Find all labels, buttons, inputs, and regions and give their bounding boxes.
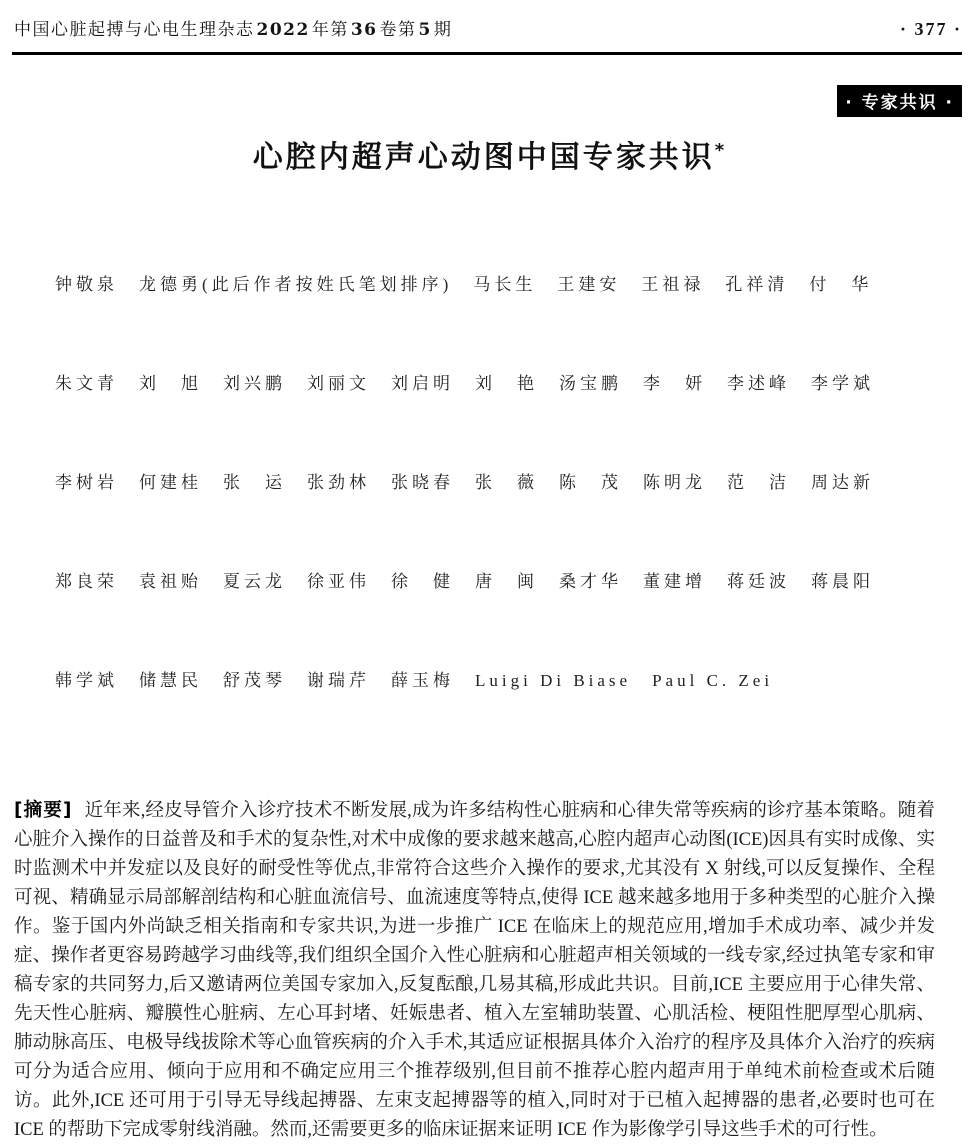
abstract-label: [摘要] <box>14 800 73 821</box>
author-row: 钟敬泉 龙德勇(此后作者按姓氏笔划排序) 马长生 王建安 王祖禄 孔祥清 付 华 <box>55 275 873 294</box>
author-row: 朱文青 刘 旭 刘兴鹏 刘丽文 刘启明 刘 艳 汤宝鹏 李 妍 李述峰 李学斌 <box>55 374 874 393</box>
abstract-text: 近年来,经皮导管介入诊疗技术不断发展,成为许多结构性心脏病和心律失常等疾病的诊疗基本策略。随着心脏介入操作的日益普及和手术的复杂性,对术中成像的要求越来越高,心腔内超声心动图(ICE)因具有实时成像、实时监测术中并发症以及良好的耐受性等优点,非常符合这些介入操作的要求,尤其没有 X 射线,可以反复操作、全程可视、精确显示局部解剖结构和心脏血流信号、血流速度等特点,使得 ICE 越来越多地用于多种类型的心脏介入操作。鉴于国内外尚缺乏相关指南和专家共识,为进一步推广 ICE 在临床上的规范应用,增加手术成功率、减少并发症、操作者更容易跨越学习曲线等,我们组织全国介入性心脏病和心脏超声相关领域的一线专家,经过执笔专家和审稿专家的共同努力,后又邀请两位美国专家加入,反复酝酿,几易其稿,形成此共识。目前,ICE 主要应用于心律失常、先天性心脏病、瓣膜性心脏病、左心耳封堵、妊娠患者、植入左室辅助装置、心肌活检、梗阻性肥厚型心肌病、肺动脉高压、电极导线拔除术等心血管疾病的介入手术,其适应证根据具体介入治疗的程序及具体介入治疗的疾病可分为适合应用、倾向于应用和不确定应用三个推荐级别,但目前不推荐心腔内超声用于单纯术前检查或术后随访。此外,ICE 还可用于引导无导线起搏器、左束支起搏器等的植入,同时对于已植入起搏器的患者,必要时也可在 ICE 的帮助下完成零射线消融。然而,还需要更多的临床证据来证明 ICE 作为影像学引导这些手术的可行性。 <box>14 801 935 1140</box>
journal-title <box>14 19 452 41</box>
author-row: 李树岩 何建桂 张 运 张劲林 张晓春 张 薇 陈 茂 陈明龙 范 洁 周达新 <box>55 473 874 492</box>
authors-block <box>55 202 977 763</box>
header-divider <box>12 52 962 55</box>
journal-volume-suffix: 卷第 <box>379 20 417 39</box>
journal-year: 2022 <box>256 20 310 40</box>
journal-issue: 5 <box>418 20 432 40</box>
article-type-badge: · 专家共识 · <box>837 85 962 117</box>
abstract <box>14 796 935 1145</box>
journal-volume: 36 <box>350 20 378 40</box>
journal-issue-suffix: 期 <box>433 20 453 39</box>
running-head <box>0 0 977 41</box>
article-title <box>0 133 977 176</box>
page-number: · 377 · <box>899 19 962 39</box>
article-title-text: 心腔内超声心动图中国专家共识 <box>252 140 715 175</box>
journal-name: 中国心脏起搏与心电生理杂志 <box>14 20 255 39</box>
author-row: 郑良荣 袁祖贻 夏云龙 徐亚伟 徐 健 唐 闽 桑才华 董建增 蒋廷波 蒋晨阳 <box>55 572 874 591</box>
title-footnote-asterisk: * <box>714 140 725 161</box>
journal-year-suffix: 年第 <box>311 20 349 39</box>
author-row: 韩学斌 储慧民 舒茂琴 谢瑞芹 薛玉梅 Luigi Di Biase Paul C. Zei <box>55 671 774 690</box>
